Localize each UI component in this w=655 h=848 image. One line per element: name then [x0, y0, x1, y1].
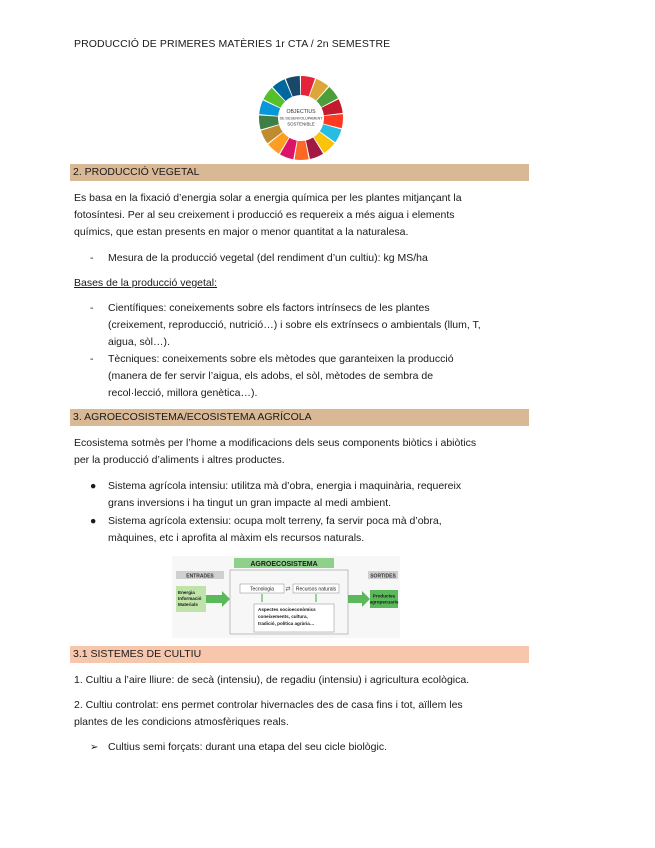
- list-item-intensiu: [90, 478, 527, 512]
- paragraph-line: fotosíntesi. Per al seu creixement i producció es requereix a més aigua i elements: [74, 209, 455, 221]
- sdg-logo-icon: [258, 75, 344, 161]
- section-heading-sistemes-cultiu: 3.1 SISTEMES DE CULTIU: [70, 646, 529, 663]
- list-line: (creixement, reproducció, nutrició…) i sobre els extrínsecs o ambientals (llum, T,: [108, 319, 481, 331]
- list-line: Sistema agrícola extensiu: ocupa molt terreny, fa servir poca mà d’obra,: [108, 515, 442, 527]
- tecnologia-label: Tecnologia: [250, 586, 274, 593]
- list-line: màquines, etc i aprofita al màxim els recursos naturals.: [108, 532, 365, 544]
- output-line-2: agropecuaris: [369, 599, 399, 605]
- list-item-measure: [90, 250, 527, 267]
- document-header: PRODUCCIÓ DE PRIMERES MATÈRIES 1r CTA / 2n SEMESTRE: [74, 38, 391, 50]
- section3-paragraph: [74, 435, 527, 469]
- list-item-semi-forcats: [90, 739, 527, 756]
- paragraph-line: plantes de les condicions atmosfèriques reals.: [74, 716, 289, 728]
- agroecosistema-diagram: [172, 556, 400, 638]
- paragraph-line: Ecosistema sotmès per l’home a modificacions dels seus components biòtics i abiòtics: [74, 437, 477, 449]
- section2-paragraph: [74, 190, 527, 241]
- input-line-1: Energia: [178, 590, 195, 595]
- list-item-cientifiques: [90, 300, 527, 351]
- list-item-extensiu: [90, 513, 527, 547]
- list-line: grans inversions i ha tingut un gran impacte al medi ambient.: [108, 497, 392, 509]
- cultiu-controlat: [74, 697, 527, 731]
- sortides-label: SORTIDES: [370, 573, 396, 580]
- diagram-title: AGROECOSISTEMA: [250, 561, 318, 568]
- recursos-label: Recursos naturals: [295, 586, 337, 593]
- aspectes-line-2: coneixements, cultura,: [258, 614, 308, 619]
- aspectes-line-1: Aspectes socioeconòmics: [258, 607, 316, 612]
- logo-line-3: SOSTENIBLE: [287, 121, 315, 127]
- paragraph-line: químics, que estan presents en major o menor quantitat a la naturalesa.: [74, 226, 409, 238]
- list-line: Científiques: coneixements sobre els factors intrínsecs de les plantes: [108, 302, 430, 314]
- double-arrow-icon: ⇄: [285, 586, 291, 593]
- output-line-1: Productes: [372, 593, 396, 599]
- input-line-3: Materials: [178, 602, 198, 607]
- paragraph-line: 2. Cultiu controlat: ens permet controlar hivernacles des de casa fins i tot, aïllem les: [74, 699, 463, 711]
- section-heading-agroecosistema: 3. AGROECOSISTEMA/ECOSISTEMA AGRÍCOLA: [70, 409, 529, 426]
- arrowhead-bullet-icon: ➢: [90, 742, 99, 753]
- entrades-label: ENTRADES: [186, 573, 214, 580]
- logo-line-2: DE DESENVOLUPAMENT: [279, 116, 323, 121]
- list-line: (manera de fer servir l’aigua, els adobs, el sòl, mètodes de sembra de: [108, 370, 434, 382]
- list-line: aigua, sòl…).: [108, 336, 170, 348]
- list-line: Sistema agrícola intensiu: utilitza mà d’obra, energia i maquinària, requereix: [108, 480, 462, 492]
- bases-title: Bases de la producció vegetal:: [74, 277, 218, 289]
- bullet-icon: ●: [90, 480, 97, 492]
- dash-bullet: -: [90, 252, 94, 264]
- dash-bullet: -: [90, 302, 94, 314]
- list-item-tecniques: [90, 351, 527, 402]
- input-line-2: Informació: [178, 596, 202, 601]
- aspectes-line-3: tradició, política agrària…: [258, 621, 315, 626]
- list-item-text: Cultius semi forçats: durant una etapa del seu cicle biològic.: [108, 741, 387, 753]
- bullet-icon: ●: [90, 515, 97, 527]
- dash-bullet: -: [90, 353, 94, 365]
- paragraph-line: Es basa en la fixació d’energia solar a energia química per les plantes mitjançant la: [74, 192, 462, 204]
- logo-line-1: OBJECTIUS: [286, 109, 316, 115]
- list-item-text: Mesura de la producció vegetal (del rendiment d’un cultiu): kg MS/ha: [108, 252, 428, 264]
- list-line: Tècniques: coneixements sobre els mètodes que garanteixen la producció: [108, 353, 454, 365]
- cultiu-aire-lliure: 1. Cultiu a l’aire lliure: de secà (intensiu), de regadiu (intensiu) i agricultura ecològica.: [74, 674, 470, 686]
- paragraph-line: per la producció d’aliments i altres productes.: [74, 454, 285, 466]
- list-line: recol·lecció, millora genètica…).: [108, 387, 258, 399]
- section-heading-produccio-vegetal: 2. PRODUCCIÓ VEGETAL: [70, 164, 529, 181]
